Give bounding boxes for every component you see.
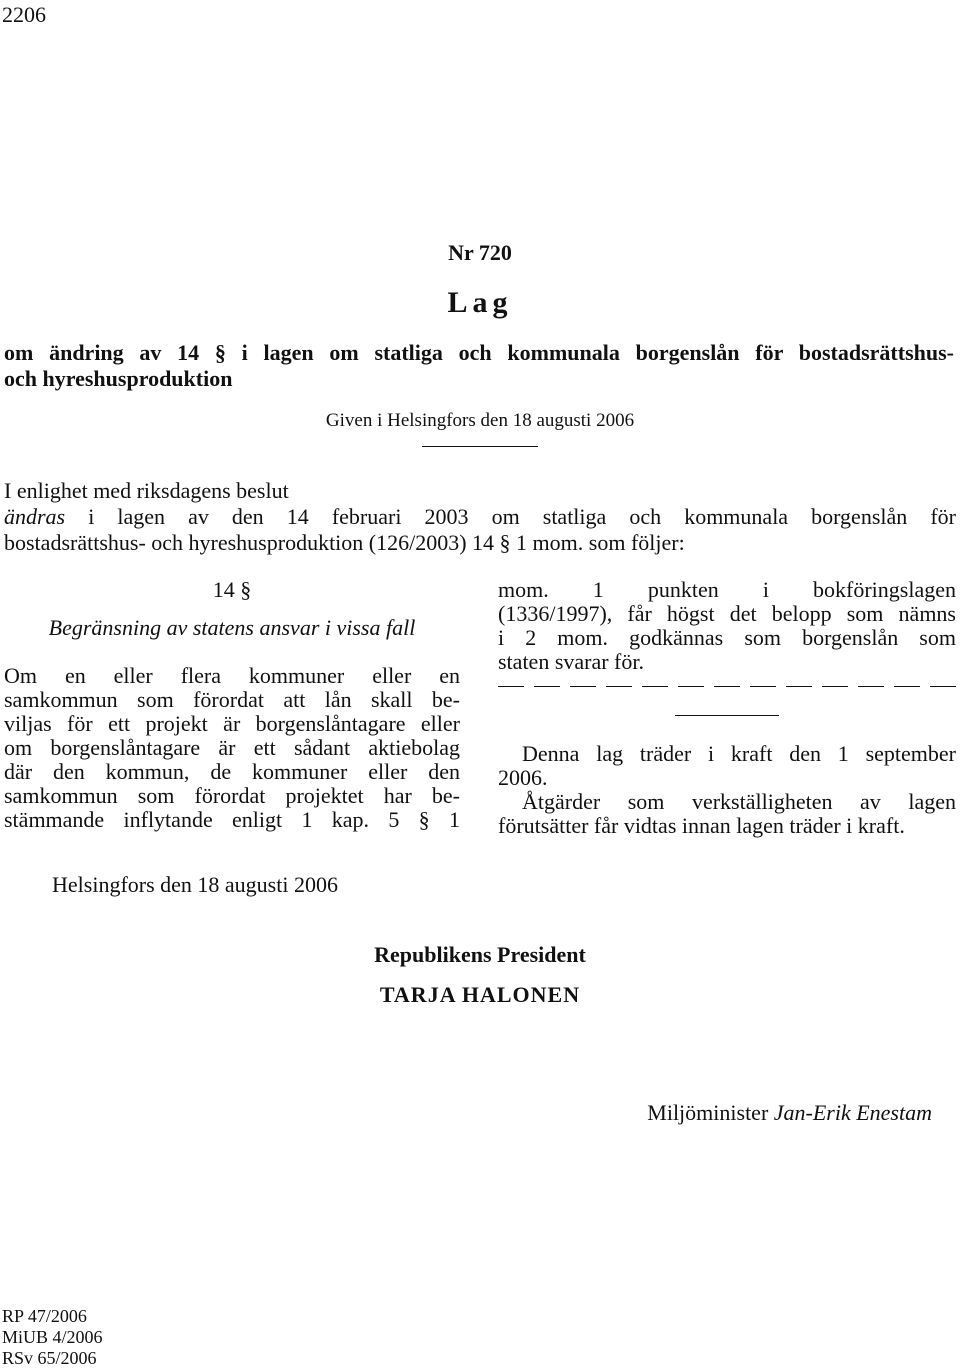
right-column — [498, 578, 956, 838]
body-line: samkommun som förordat projektet har be- — [4, 783, 460, 808]
body-line: Om en eller flera kommuner eller en — [4, 663, 460, 688]
entry-line: förutsätter får vidtas innan lagen träder i kraft. — [498, 813, 905, 838]
continuation-line: i 2 mom. godkännas som borgenslån som — [498, 625, 956, 650]
body-line: samkommun som förordat att lån skall be- — [4, 687, 460, 712]
law-number: Nr 720 — [448, 240, 512, 265]
preamble-line-1: I enlighet med riksdagens beslut — [4, 478, 289, 503]
law-heading: Lag — [447, 286, 513, 319]
amended-word: ändras — [4, 504, 66, 529]
entry-line: Denna lag träder i kraft den 1 september — [522, 741, 956, 766]
preamble-line-2 — [4, 504, 956, 530]
law-title — [4, 340, 954, 392]
left-column — [4, 578, 460, 832]
given-line: Given i Helsingfors den 18 augusti 2006 — [325, 410, 635, 431]
body-line: där den kommun, de kommuner eller den — [4, 759, 460, 784]
signing-place-date: Helsingfors den 18 augusti 2006 — [52, 872, 338, 897]
title-rule — [422, 446, 538, 447]
references — [2, 1306, 103, 1369]
section-body — [4, 664, 460, 832]
president-name: TARJA HALONEN — [379, 982, 581, 1007]
minister-title: Miljöminister — [647, 1100, 769, 1125]
law-title-line-2: och hyreshusproduktion — [4, 366, 233, 391]
section-title: Begränsning av statens ansvar i vissa fall — [48, 615, 416, 640]
reference-item: RSv 65/2006 — [2, 1348, 97, 1368]
page-number: 2206 — [2, 2, 46, 27]
preamble-line-2-rest: i lagen av den 14 februari 2003 om statliga och kommunala borgenslån för — [65, 504, 956, 529]
entry-into-force — [498, 742, 956, 838]
reference-item: MiUB 4/2006 — [2, 1327, 103, 1347]
preamble-line-3: bostadsrättshus- och hyreshusproduktion (126/2003) 14 § 1 mom. som följer: — [4, 530, 685, 555]
reference-item: RP 47/2006 — [2, 1306, 87, 1326]
continuation-line: mom. 1 punkten i bokföringslagen — [498, 577, 956, 602]
body-line: om borgenslåntagare är ett sådant aktiebolag — [4, 735, 460, 760]
continuation-line: staten svarar för. — [498, 649, 644, 674]
section-rule — [675, 715, 779, 716]
body-line: stämmande inflytande enligt 1 kap. 5 § 1 — [4, 807, 460, 832]
body-line: viljas för ett projekt är borgenslåntagare eller — [4, 711, 460, 736]
law-title-line-1: om ändring av 14 § i lagen om statliga och kommunala borgenslån för bostadsrättshus- — [4, 340, 954, 365]
minister-signature — [647, 1100, 932, 1126]
section-number: 14 § — [212, 577, 252, 602]
omission-dashes — [498, 686, 956, 687]
continuation-line: (1336/1997), får högst det belopp som nämns — [498, 601, 956, 626]
minister-name: Jan-Erik Enestam — [773, 1100, 932, 1125]
president-title: Republikens President — [374, 942, 586, 967]
entry-line: Åtgärder som verkställigheten av lagen — [522, 789, 956, 814]
entry-line: 2006. — [498, 765, 548, 790]
section-continuation — [498, 578, 956, 674]
preamble — [4, 478, 956, 556]
